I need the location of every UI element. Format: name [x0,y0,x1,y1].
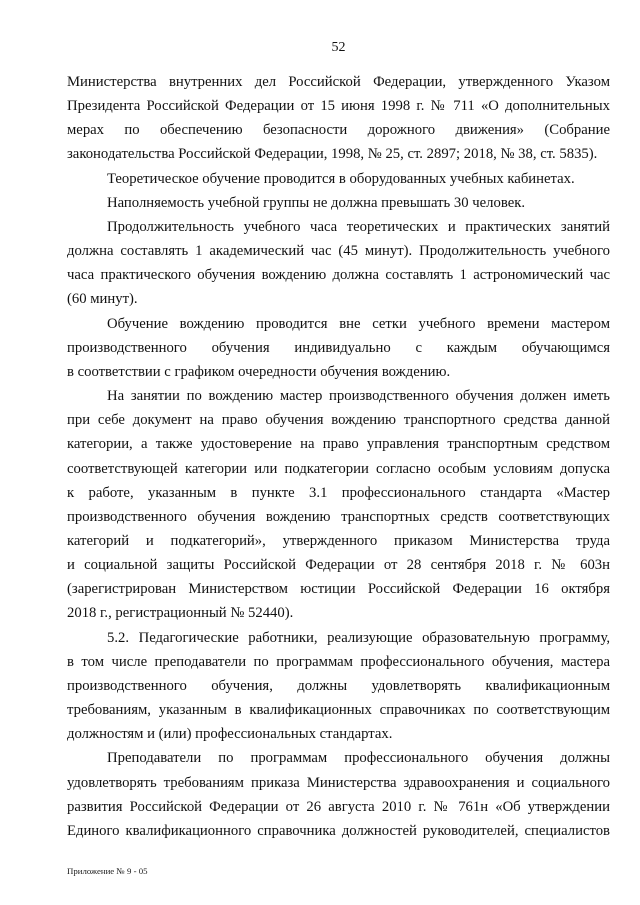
text-line: Преподаватели по программам профессионального обучения должны [107,750,610,767]
text-line: производственного обучения, должны удовлетворять квалификационным [67,677,610,694]
text-line: (зарегистрирован Министерством юстиции Российской Федерации 16 октября [67,581,610,598]
text-line: должна составлять 1 академический час (45 минут). Продолжительность учебного [67,243,610,260]
page-number: 52 [331,40,346,55]
paragraph [67,312,610,384]
text-line: Президента Российской Федерации от 15 июня 1998 г. № 711 «О дополнительных [67,98,610,115]
text-line: соответствующей категории или подкатегории согласно особым условиям допуска [67,460,610,477]
footer-attachment-label: Приложение № 9 - 05 [67,866,148,876]
text-line: Наполняемость учебной группы не должна превышать 30 человек. [107,194,526,211]
text-line: развития Российской Федерации от 26 августа 2010 г. № 761н «Об утверждении [67,798,610,815]
text-line: производственного обучения вождению транспортных средств соответствующих [67,508,610,525]
text-line: должностям и (или) профессиональных стандартах. [67,726,393,743]
paragraph [67,626,610,747]
text-line: Обучение вождению проводится вне сетки учебного времени мастером [107,315,610,332]
text-line: часа практического обучения вождению должна составлять 1 астрономический час [67,267,610,284]
text-line: производственного обучения индивидуально с каждым обучающимся [67,339,610,356]
paragraph [67,191,610,215]
text-line: в том числе преподаватели по программам профессионального обучения, мастера [67,653,610,670]
text-line: мерах по обеспечению безопасности дорожного движения» (Собрание [67,122,610,139]
paragraph [67,746,610,843]
text-line: требованиям, указанным в квалификационных справочниках по соответствующим [67,702,610,719]
paragraph [67,384,610,626]
paragraph [67,167,610,191]
text-line: (60 минут). [67,291,138,308]
text-line: категорий и подкатегорий», утвержденного приказом Министерства труда [67,532,610,549]
text-line: 5.2. Педагогические работники, реализующие образовательную программу, [107,629,610,646]
text-line: Продолжительность учебного часа теоретических и практических занятий [107,218,610,235]
text-line: На занятии по вождению мастер производственного обучения должен иметь [107,388,610,405]
paragraph [67,215,610,312]
paragraph [67,70,610,167]
text-line: в соответствии с графиком очередности обучения вождению. [67,363,451,380]
text-line: 2018 г., регистрационный № 52440). [67,605,294,622]
text-line: категории, а также удостоверение на право управления транспортным средством [67,436,610,453]
text-line: при себе документ на право обучения вождению транспортного средства данной [67,412,610,429]
text-line: законодательства Российской Федерации, 1998, № 25, ст. 2897; 2018, № 38, ст. 5835). [67,146,598,163]
body-text [67,70,610,843]
text-line: Министерства внутренних дел Российской Федерации, утвержденного Указом [67,74,610,90]
text-line: удовлетворять требованиям приказа Министерства здравоохранения и социального [67,774,610,791]
text-line: Единого квалификационного справочника должностей руководителей, специалистов [67,822,610,839]
text-line: и социальной защиты Российской Федерации от 28 сентября 2018 г. № 603н [67,557,610,574]
text-line: Теоретическое обучение проводится в оборудованных учебных кабинетах. [107,170,575,187]
text-line: к работе, указанным в пункте 3.1 профессионального стандарта «Мастер [67,484,610,501]
